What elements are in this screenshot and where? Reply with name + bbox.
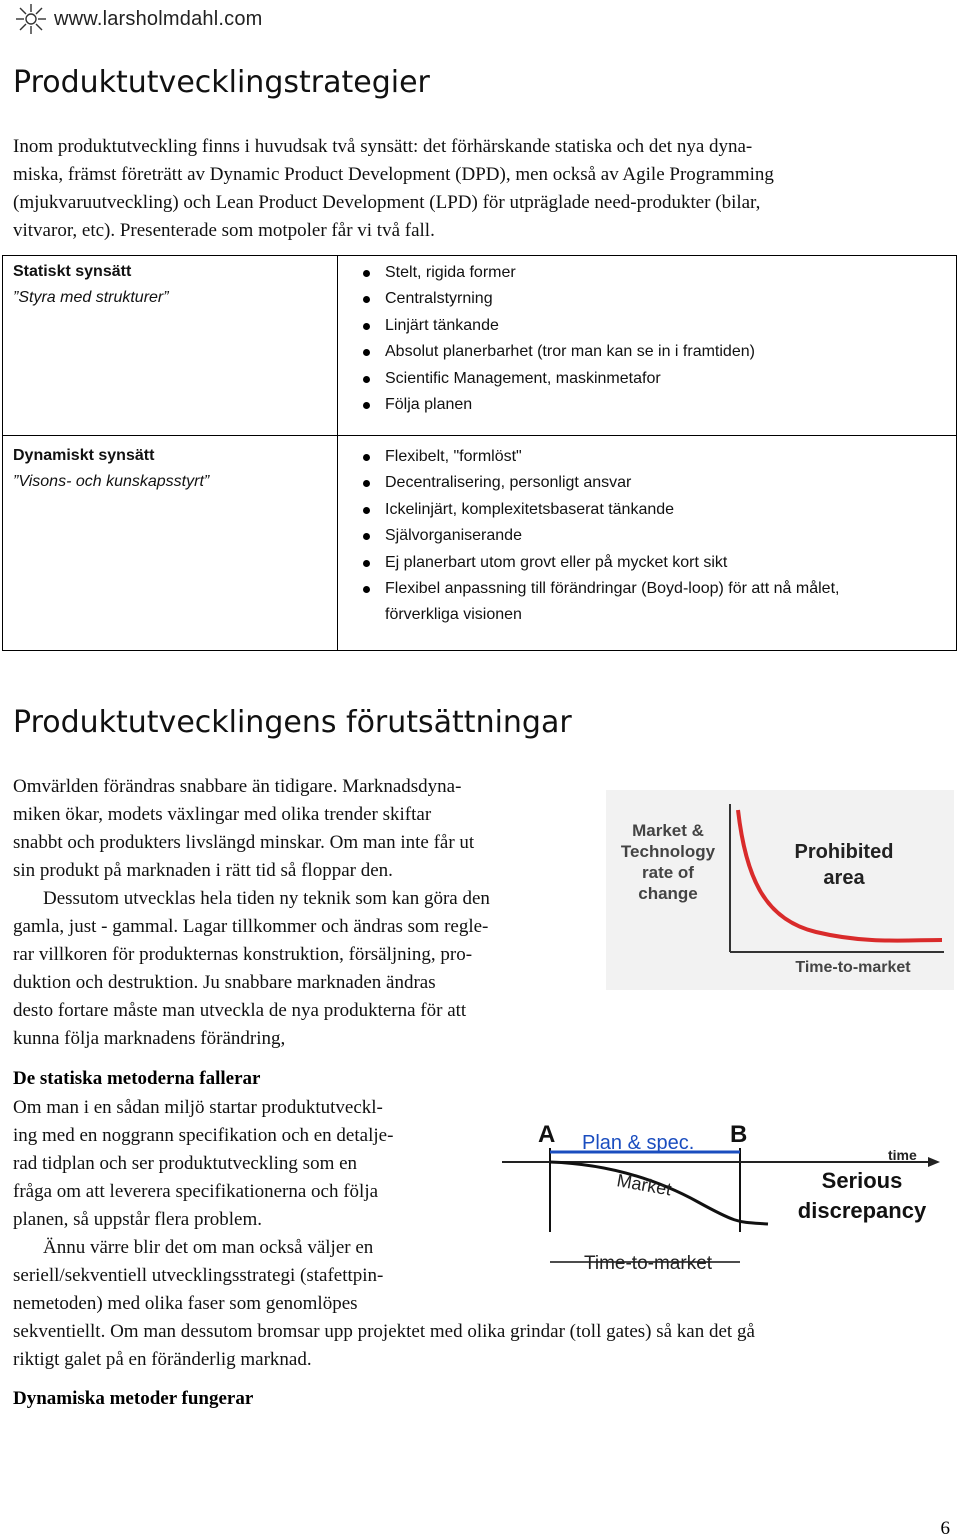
static-approach-title: Statiskt synsätt (13, 263, 132, 280)
list-item: Scientific Management, maskinmetafor (361, 366, 755, 392)
text-line: Om man i en sådan miljö startar produktutveckl- (13, 1097, 383, 1118)
figure-y-label-line: change (638, 884, 698, 903)
rate-of-change-figure (606, 790, 954, 990)
list-item: Självorganiserande (361, 523, 839, 549)
text-line: duktion och destruktion. Ju snabbare marknaden ändras (13, 972, 436, 993)
figure-x-label: Time-to-market (583, 1253, 713, 1274)
logo-icon (14, 2, 48, 36)
list-item-continuation: förverkliga visionen (385, 606, 522, 624)
site-url[interactable]: www.larsholmdahl.com (54, 7, 263, 30)
text-line: rar villkoren för produkternas konstruktion, försäljning, pro- (13, 944, 473, 965)
discrepancy-label-line: Serious (821, 1168, 903, 1193)
plan-label: Plan & spec. (582, 1132, 695, 1154)
list-item: Flexibel anpassning till förändringar (Boyd-loop) för att nå målet, (361, 576, 839, 602)
static-approach-cell (13, 259, 169, 311)
page-title: Produktutvecklingstrategier (13, 65, 430, 100)
point-b-label: B (730, 1121, 748, 1148)
list-item: Ickelinjärt, komplexitetsbaserat tänkande (361, 497, 839, 523)
plan-vs-market-figure (498, 1112, 948, 1284)
list-item: Ej planerbart utom grovt eller på mycket kort sikt (361, 550, 839, 576)
static-approach-bullets (361, 260, 755, 418)
list-item: Decentralisering, personligt ansvar (361, 470, 839, 496)
section-heading: De statiska metoderna fallerar (13, 1068, 261, 1089)
text-line: desto fortare måste man utveckla de nya produkterna för att (13, 1000, 467, 1021)
figure-y-label-line: Technology (620, 842, 716, 861)
text-line: vitvaror, etc). Presenterade som motpoler får vi två fall. (13, 220, 435, 241)
intro-paragraph (13, 133, 774, 245)
text-line: seriell/sekventiell utvecklingsstrategi (stafettpin- (13, 1265, 384, 1286)
time-label: time (888, 1147, 917, 1163)
site-header (14, 2, 263, 36)
text-line: gamla, just - gammal. Lagar tillkommer och ändras som regle- (13, 916, 489, 937)
static-approach-subtitle: ”Styra med strukturer” (13, 289, 169, 306)
section-heading: Dynamiska metoder fungerar (13, 1388, 254, 1409)
point-a-label: A (538, 1121, 556, 1148)
market-label: Market (615, 1170, 673, 1200)
list-item: Absolut planerbarhet (tror man kan se in i framtiden) (361, 339, 755, 365)
list-item: Flexibelt, "formlöst" (361, 444, 839, 470)
conditions-paragraph (13, 773, 490, 1053)
text-line: Ännu värre blir det om man också väljer en (43, 1237, 374, 1258)
text-line: riktigt galet på en föränderlig marknad. (13, 1349, 312, 1370)
dynamic-approach-cell (13, 443, 209, 495)
text-line: nemetoden) med olika faser som genomlöpes (13, 1293, 358, 1314)
text-line: Inom produktutveckling finns i huvudsak två synsätt: det förhärskande statiska och det nya dyna- (13, 136, 753, 157)
list-item: Linjärt tänkande (361, 313, 755, 339)
text-line: snabbt och produkters livslängd minskar. Om man inte får ut (13, 832, 475, 853)
dynamic-approach-bullets (361, 444, 839, 629)
page-number: 6 (940, 1518, 950, 1539)
figure-y-label-line: Market & (632, 821, 704, 840)
figure-region-label-line: Prohibited (794, 841, 894, 863)
text-line: Omvärlden förändras snabbare än tidigare. Marknadsdyna- (13, 776, 462, 797)
column-divider (337, 256, 338, 650)
comparison-table (2, 255, 957, 651)
text-line: fråga om att leverera specifikationerna och följa (13, 1181, 379, 1202)
row-divider (3, 435, 956, 436)
section-title: Produktutvecklingens förutsättningar (13, 705, 572, 740)
text-line: sin produkt på marknaden i rätt tid så floppar den. (13, 860, 393, 881)
text-line: sekventiellt. Om man dessutom bromsar upp projektet med olika grindar (toll gates) så kan det gå (13, 1321, 755, 1342)
text-line: miken ökar, modets växlingar med olika trender skiftar (13, 804, 432, 825)
list-item: Centralstyrning (361, 286, 755, 312)
text-line: Dessutom utvecklas hela tiden ny teknik som kan göra den (43, 888, 490, 909)
figure-x-label: Time-to-market (795, 959, 911, 976)
dynamic-approach-title: Dynamiskt synsätt (13, 447, 155, 464)
text-line: ing med en noggrann specifikation och en detalje- (13, 1125, 394, 1146)
figure-y-label-line: rate of (642, 863, 694, 882)
discrepancy-label-line: discrepancy (797, 1198, 927, 1223)
text-line: rad tidplan och ser produktutveckling som en (13, 1153, 358, 1174)
list-item: Följa planen (361, 392, 755, 418)
text-line: (mjukvaruutveckling) och Lean Product Development (LPD) för utpräglade need-produkter (bilar, (13, 192, 761, 213)
dynamic-approach-subtitle: ”Visons- och kunskapsstyrt” (13, 473, 210, 490)
text-line: kunna följa marknadens förändring, (13, 1028, 286, 1049)
figure-region-label-line: area (823, 867, 865, 889)
text-line: miska, främst företrätt av Dynamic Product Development (DPD), men också av Agile Programming (13, 164, 774, 185)
list-item: Stelt, rigida former (361, 260, 755, 286)
text-line: planen, så uppstår flera problem. (13, 1209, 263, 1230)
